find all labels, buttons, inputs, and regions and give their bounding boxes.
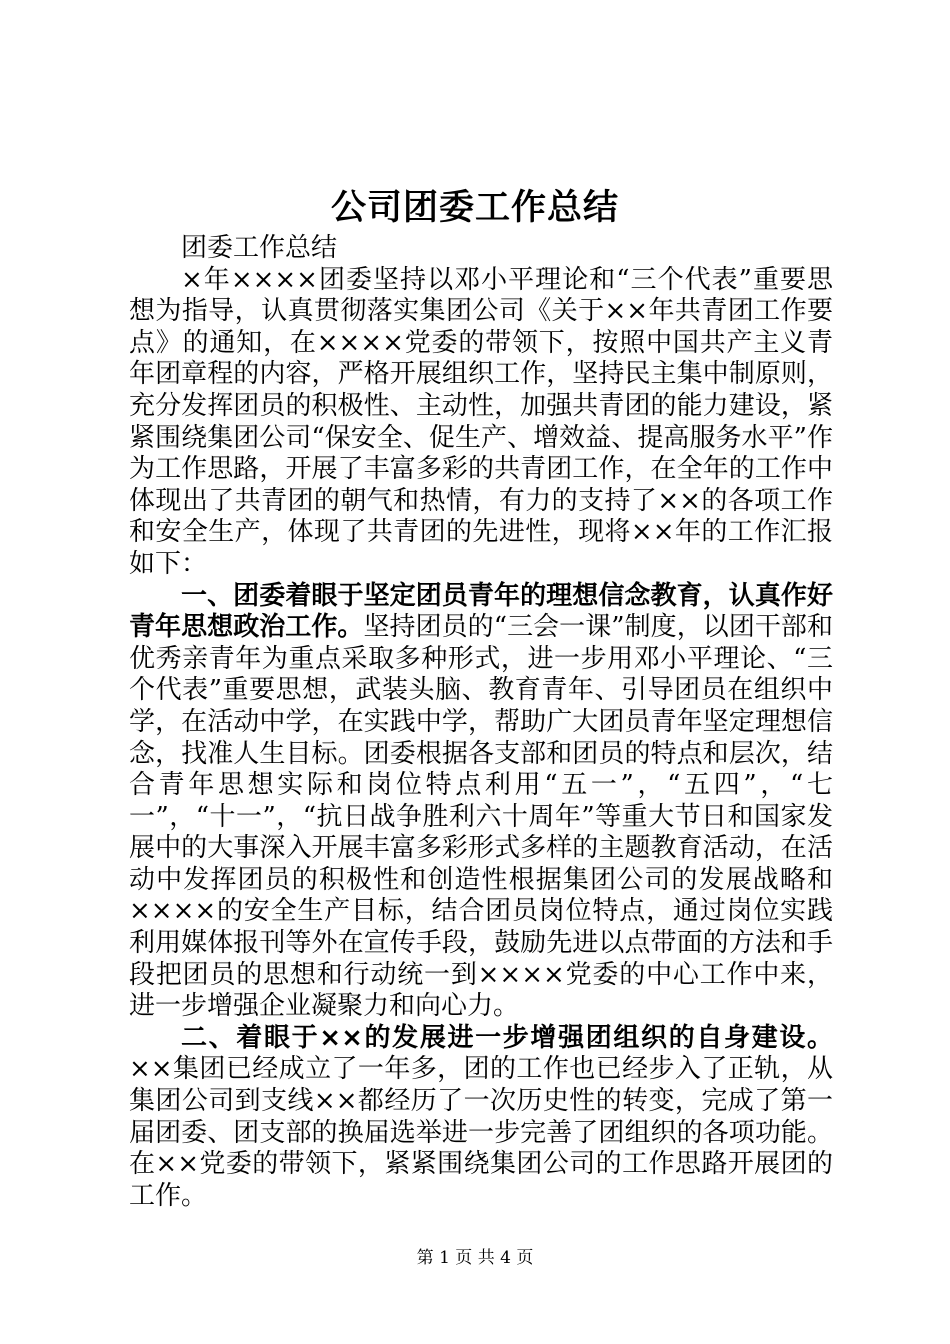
section-2-paragraph [129,1023,833,1213]
section-1-text: 坚持团员的“三会一课”制度，以团干部和优秀亲青年为重点采取多种形式，进一步用邓小平理论、“三个代表”重要思想，武装头脑、教育青年、引导团员在组织中学，在活动中学，在实践中学，帮助广大团员青年坚定理想信念，找准人生目标。团委根据各支部和团员的特点和层次，结合青年思想实际和岗位特点利用“五一”，“五四”，“七一”，“十一”，“抗日战争胜利六十周年”等重大节日和国家发展中的大事深入开展丰富多彩形式多样的主题教育活动，在活动中发挥团员的积极性和创造性根据集团公司的发展战略和××××的安全生产目标，结合团员岗位特点，通过岗位实践利用媒体报刊等外在宣传手段，鼓励先进以点带面的方法和手段把团员的思想和行动统一到××××党委的中心工作中来，进一步增强企业凝聚力和向心力。 [129,612,833,1022]
section-2-text: ××集团已经成立了一年多，团的工作也已经步入了正轨，从集团公司到支线××都经历了一次历史性的转变，完成了第一届团委、团支部的换届选举进一步完善了团组织的各项功能。在××党委的带领下，紧紧围绕集团公司的工作思路开展团的工作。 [129,1054,833,1211]
document-body [129,233,833,1212]
intro-paragraph: ×年××××团委坚持以邓小平理论和“三个代表”重要思想为指导，认真贯彻落实集团公司《关于××年共青团工作要点》的通知，在××××党委的带领下，按照中国共产主义青年团章程的内容，严格开展组织工作，坚持民主集中制原则，充分发挥团员的积极性、主动性，加强共青团的能力建设，紧紧围绕集团公司“保安全、促生产、增效益、提高服务水平”作为工作思路，开展了丰富多彩的共青团工作，在全年的工作中体现出了共青团的朝气和热情，有力的支持了××的各项工作和安全生产，体现了共青团的先进性，现将××年的工作汇报如下： [129,264,833,579]
page-number-footer: 第 1 页 共 4 页 [416,1248,534,1268]
section-2-heading: 二、着眼于××的发展进一步增强团组织的自身建设。 [181,1022,833,1053]
document-title: 公司团委工作总结 [330,188,619,228]
document-subtitle: 团委工作总结 [181,233,338,263]
section-1-heading: 一、团委着眼于坚定团员青年的理想信念教育，认真作好青年思想政治工作。 [129,580,833,643]
section-1-paragraph [129,581,833,1023]
